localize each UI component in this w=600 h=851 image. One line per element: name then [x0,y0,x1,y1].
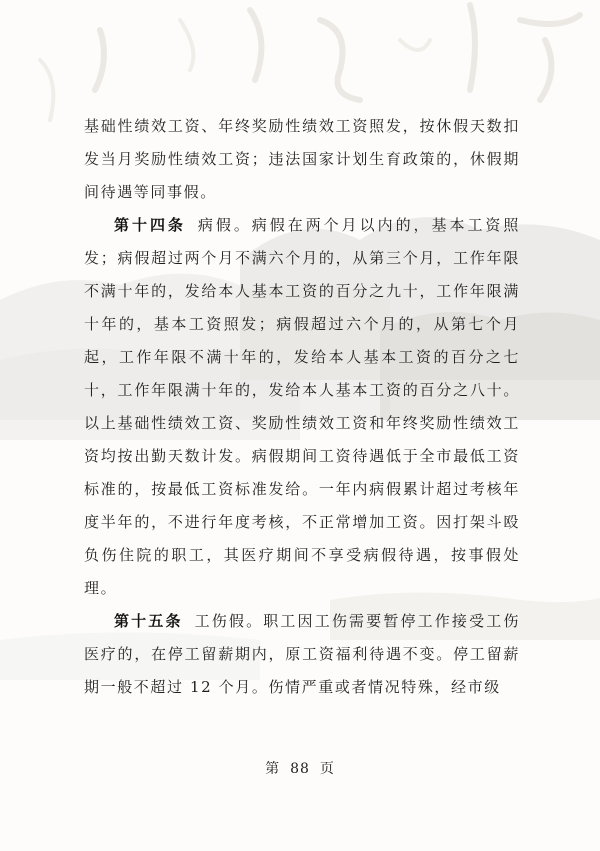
page-number-suffix: 页 [319,761,335,777]
article-15 [84,605,520,704]
page-number-value: 88 [290,761,310,777]
article-heading: 第十四条 [114,216,186,234]
body-text [84,110,520,704]
article-14 [84,209,520,605]
page-number-prefix: 第 [265,761,281,777]
paragraph-text: 工伤假。职工因工伤需要暂停工作接受工伤医疗的，在停工留薪期内，原工资福利待遇不变。停工留薪期一般不超过 12 个月。伤情严重或者情况特殊，经市级 [84,612,520,696]
paragraph-text: 病假。病假在两个月以内的，基本工资照发；病假超过两个月不满六个月的，从第三个月，工作年限不满十年的，发给本人基本工资的百分之九十，工作年限满十年的，基本工资照发；病假超过六个月的，从第七个月起，工作年限不满十年的，发给本人基本工资的百分之七十，工作年限满十年的，发给本人基本工资的百分之八十。以上基础性绩效工资、奖励性绩效工资和年终奖励性绩效工资均按出勤天数计发。病假期间工资待遇低于全市最低工资标准的，按最低工资标准发给。一年内病假累计超过考核年度半年的，不进行年度考核，不正常增加工资。因打架斗殴负伤住院的职工，其医疗期间不享受病假待遇，按事假处理。 [84,216,520,597]
page-number [0,758,600,778]
paragraph-text: 基础性绩效工资、年终奖励性绩效工资照发，按休假天数扣发当月奖励性绩效工资；违法国家计划生育政策的，休假期间待遇等同事假。 [84,117,520,201]
paragraph-continuation [84,110,520,209]
article-heading: 第十五条 [114,612,183,630]
